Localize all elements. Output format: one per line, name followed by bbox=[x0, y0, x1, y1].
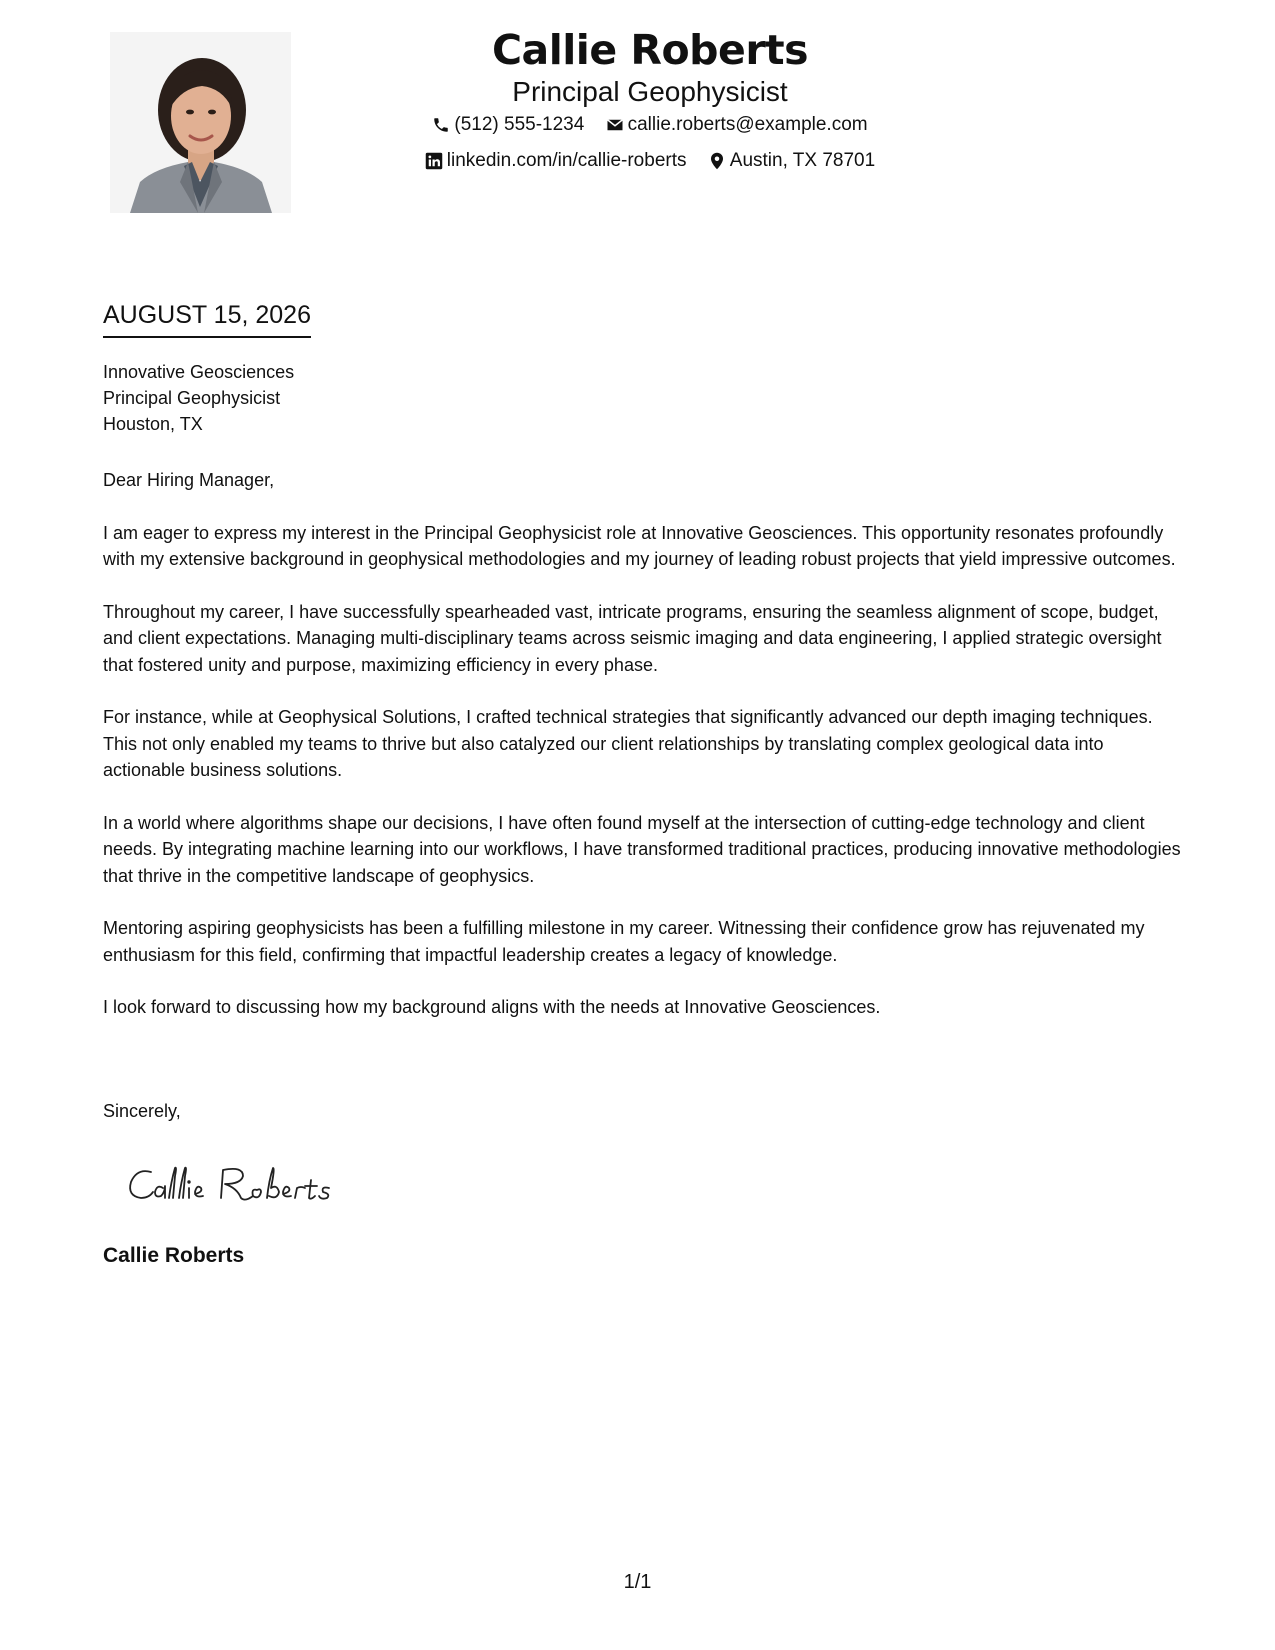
profile-photo-image bbox=[110, 32, 291, 213]
contact-row-secondary bbox=[340, 145, 960, 181]
linkedin-text: linkedin.com/in/callie-roberts bbox=[446, 150, 687, 171]
signature-image bbox=[125, 1158, 345, 1214]
salutation: Dear Hiring Manager, bbox=[103, 470, 275, 490]
recipient-block bbox=[103, 359, 294, 437]
contact-linkedin bbox=[425, 145, 687, 177]
contact-email bbox=[606, 109, 868, 141]
recipient-company: Innovative Geosciences bbox=[103, 362, 295, 382]
linkedin-icon bbox=[425, 152, 443, 170]
closing: Sincerely, bbox=[103, 1101, 181, 1121]
contact-row-primary bbox=[340, 109, 960, 145]
profile-photo bbox=[110, 32, 291, 213]
recipient-location: Houston, TX bbox=[103, 414, 203, 434]
envelope-icon bbox=[606, 116, 624, 134]
page-number: 1/1 bbox=[623, 1571, 652, 1593]
paragraph: In a world where algorithms shape our decisions, I have often found myself at the intersection of cutting-edge technology and client needs. By integrating machine learning into our workflows, I have transformed traditional practices, producing innovative methodologies that thrive in the competitive landscape of geophysics. bbox=[103, 812, 1181, 886]
email-text: callie.roberts@example.com bbox=[627, 114, 868, 135]
handwritten-signature bbox=[125, 1158, 345, 1214]
paragraph: Throughout my career, I have successfully spearheaded vast, intricate programs, ensuring the seamless alignment of scope, budget, and client expectations. Managing multi-disciplinary teams across seismic imaging and data engineering, I applied strategic oversight that fostered unity and purpose, maximizing efficiency in every phase. bbox=[103, 601, 1162, 675]
paragraph: Mentoring aspiring geophysicists has been a fulfilling milestone in my career. Witnessing their confidence grow has rejuvenated my enthusiasm for this field, confirming that impactful leadership creates a legacy of knowledge. bbox=[103, 918, 1145, 965]
phone-text: (512) 555-1234 bbox=[454, 114, 585, 135]
paragraph: I look forward to discussing how my background aligns with the needs at Innovative Geosciences. bbox=[103, 997, 881, 1017]
candidate-title: Principal Geophysicist bbox=[512, 76, 788, 107]
letter-body bbox=[103, 467, 1183, 1047]
paragraph: For instance, while at Geophysical Solutions, I crafted technical strategies that significantly advanced our depth imaging techniques. This not only enabled my teams to thrive but also catalyzed our client relationships by translating complex geological data into actionable business solutions. bbox=[103, 707, 1153, 780]
phone-icon bbox=[432, 116, 450, 134]
paragraph: I am eager to express my interest in the Principal Geophysicist role at Innovative Geosciences. This opportunity resonates profoundly with my extensive background in geophysical methodologies and my journey of leading robust projects that yield impressive outcomes. bbox=[103, 522, 1176, 569]
contact-location bbox=[708, 145, 875, 177]
location-text: Austin, TX 78701 bbox=[729, 150, 876, 171]
signer-name: Callie Roberts bbox=[103, 1244, 245, 1267]
letter-date: AUGUST 15, 2026 bbox=[103, 298, 311, 338]
letter-header bbox=[340, 22, 960, 181]
map-pin-icon bbox=[708, 152, 726, 170]
contact-phone bbox=[432, 109, 584, 141]
recipient-position: Principal Geophysicist bbox=[103, 388, 281, 408]
candidate-name: Callie Roberts bbox=[491, 26, 809, 74]
